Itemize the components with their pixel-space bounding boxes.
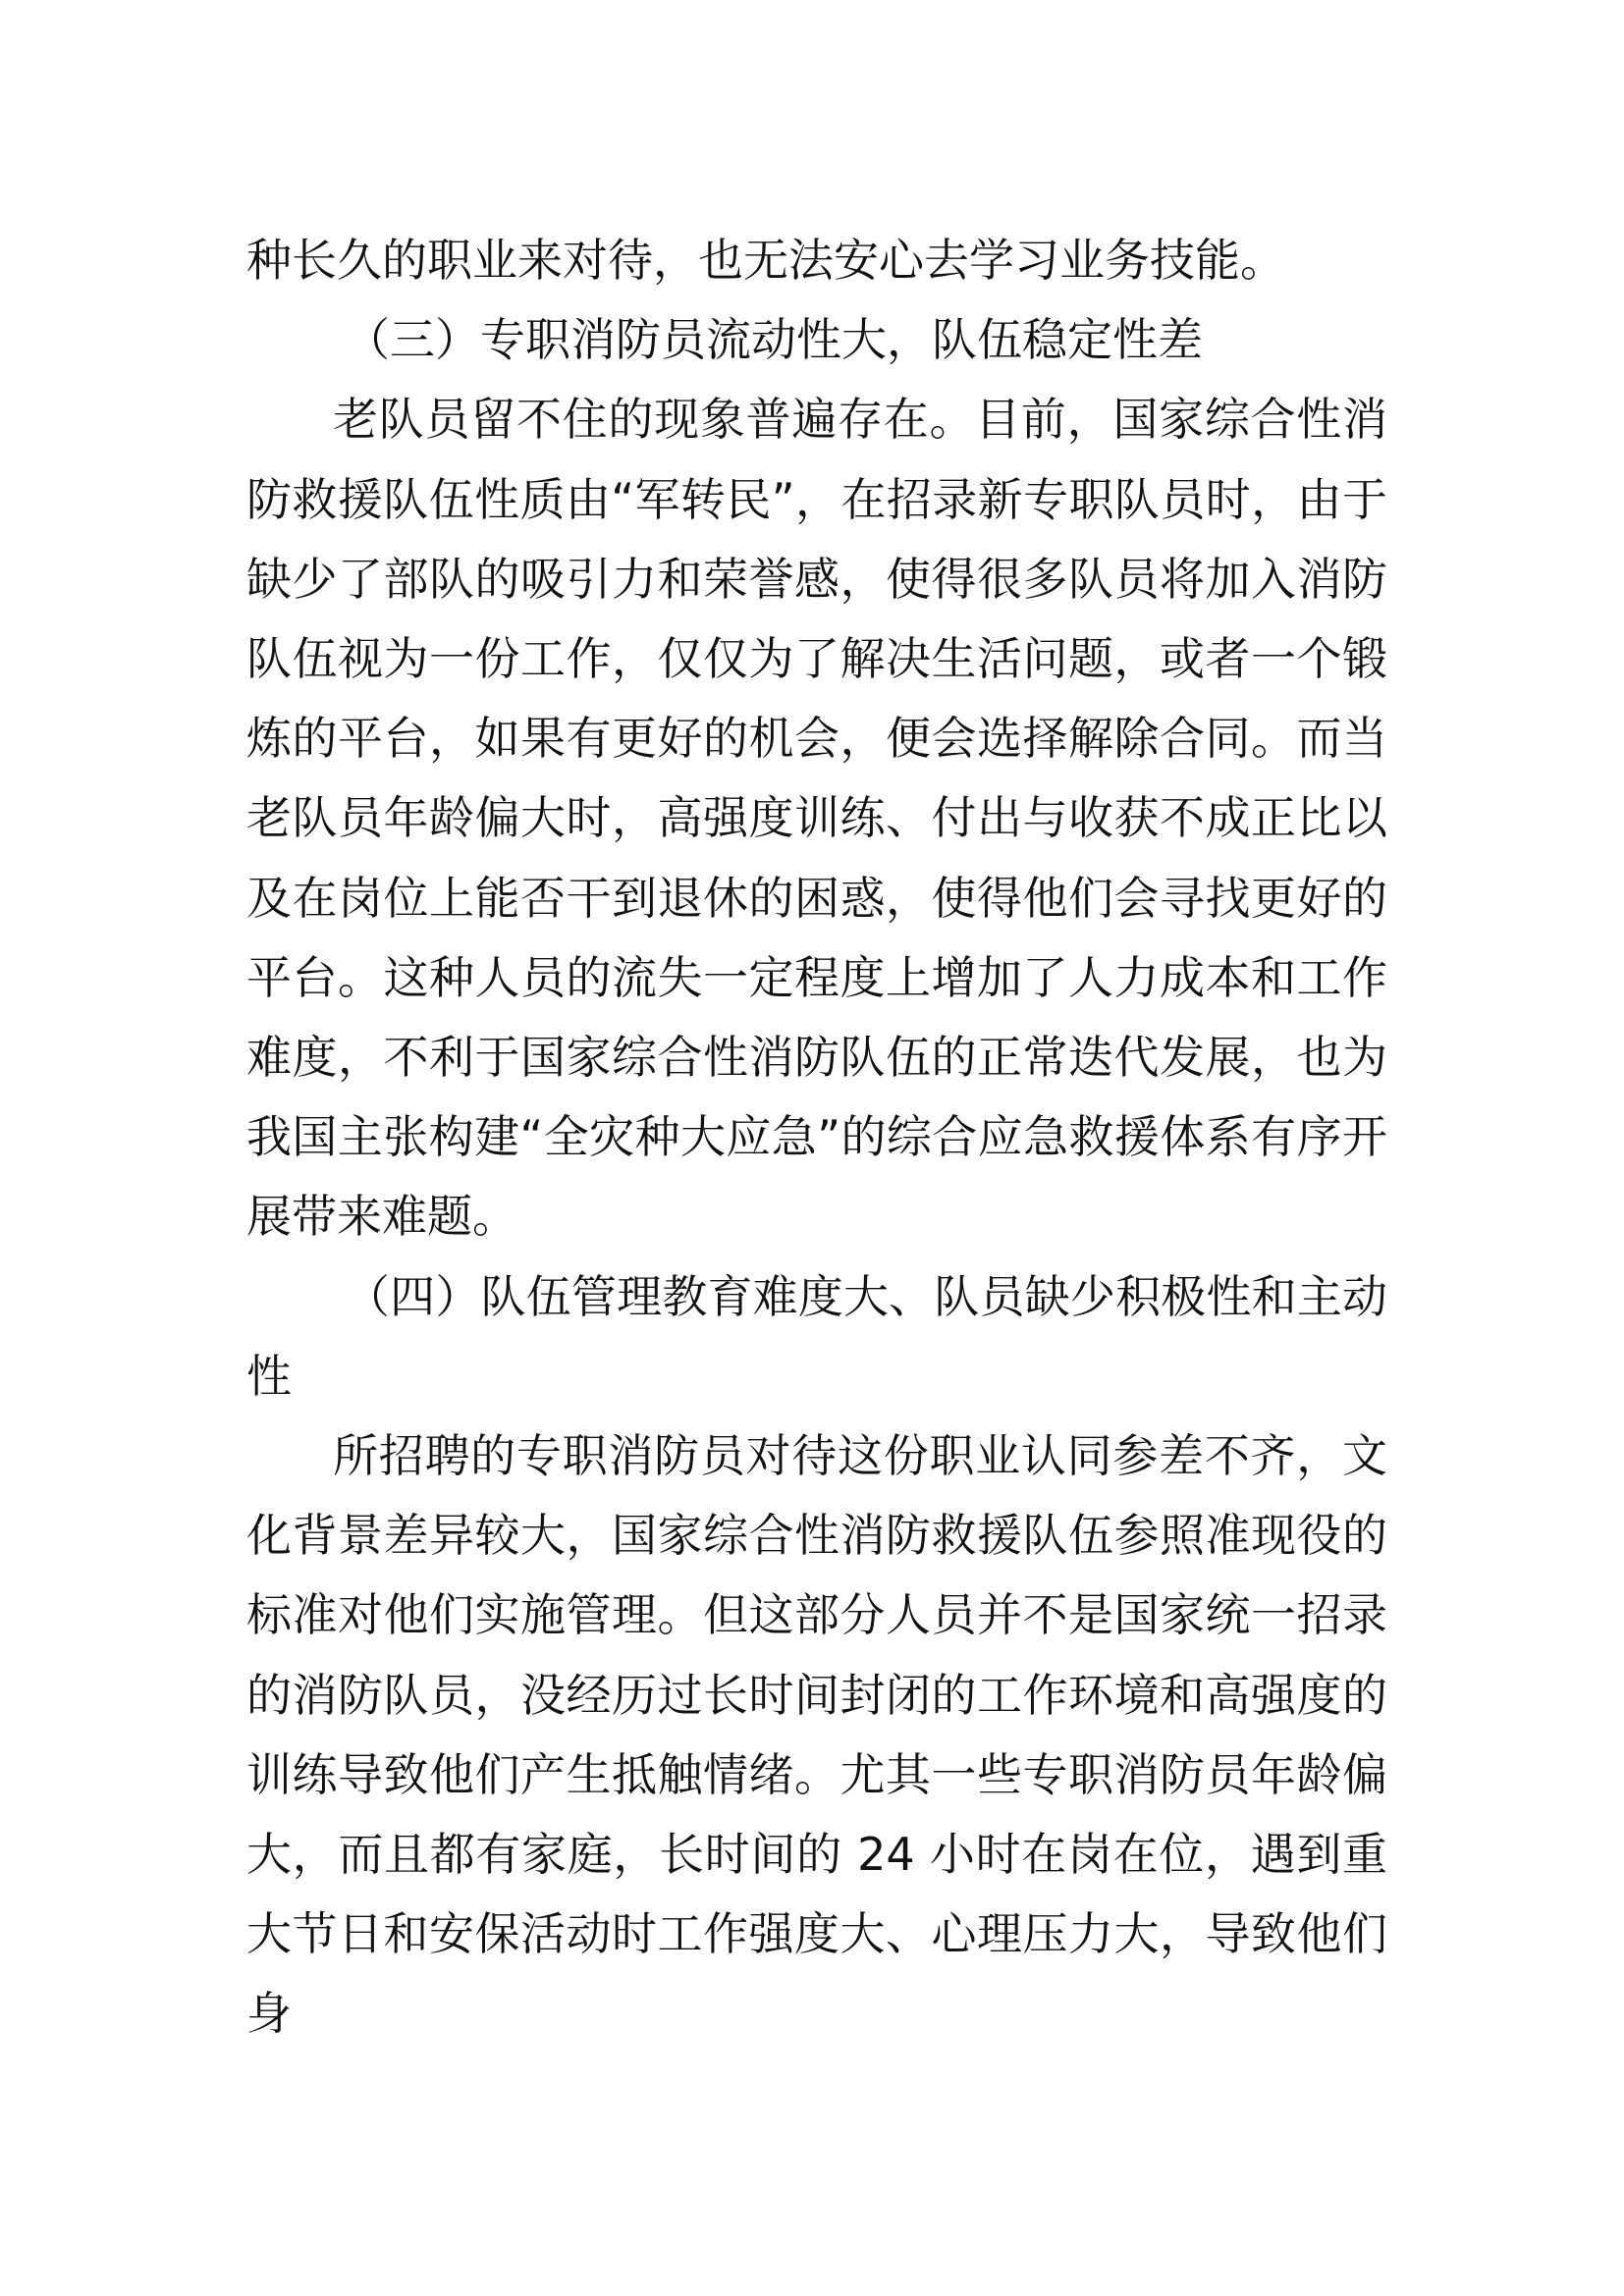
paragraph-staff-turnover: 老队员留不住的现象普遍存在。目前，国家综合性消防救援队伍性质由“军转民”，在招录新专职队员时，由于缺少了部队的吸引力和荣誉感，使得很多队员将加入消防队伍视为一份工作，仅仅为了解决生活问题，或者一个锻炼的平台，如果有更好的机会，便会选择解除合同。而当老队员年龄偏大时，高强度训练、付出与收获不成正比以及在岗位上能否干到退休的困惑，使得他们会寻找更好的平台。这种人员的流失一定程度上增加了人力成本和工作难度，不利于国家综合性消防队伍的正常迭代发展，也为我国主张构建“全灾种大应急”的综合应急救援体系有序开展带来难题。 [246, 393, 1387, 1244]
section-heading-3: （三）专职消防员流动性大，队伍稳定性差 [345, 313, 1203, 367]
paragraph-continuation: 种长久的职业来对待，也无法安心去学习业务技能。 [246, 234, 1285, 287]
section-heading-4: （四）队伍管理教育难度大、队员缺少积极性和主动性 [246, 1269, 1387, 1403]
paragraph-management-education: 所招聘的专职消防员对待这份职业认同参差不齐，文化背景差异较大，国家综合性消防救援队伍参照准现役的标准对他们实施管理。但这部分人员并不是国家统一招录的消防队员，没经历过长时间封闭的工作环境和高强度的训练导致他们产生抵触情绪。尤其一些专职消防员年龄偏大，而且都有家庭，长时间的 24 小时在岗在位，遇到重大节日和安保活动时工作强度大、心理压力大，导致他们身 [246, 1429, 1387, 2041]
document-page [246, 221, 1387, 2055]
